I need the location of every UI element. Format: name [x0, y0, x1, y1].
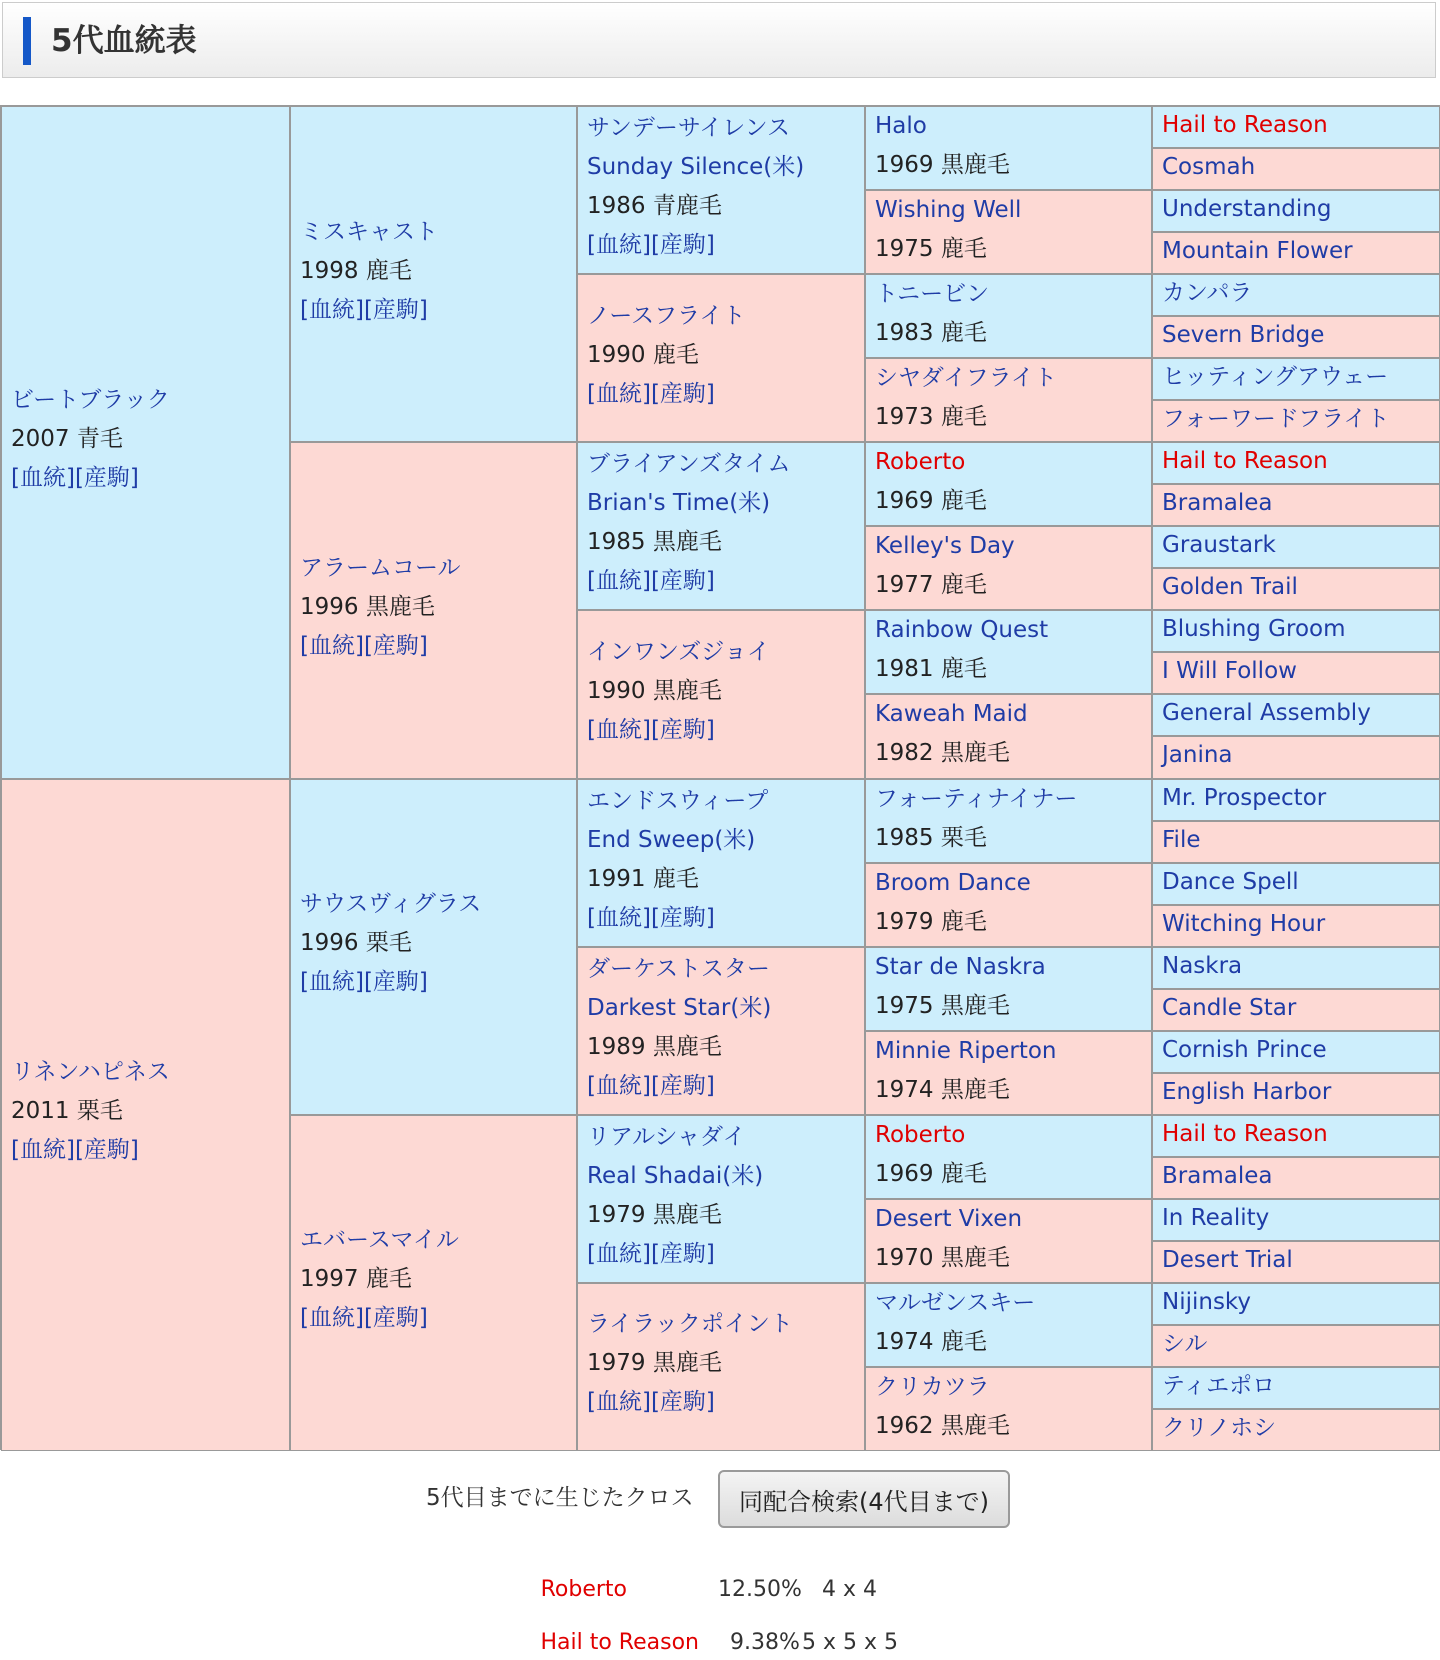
pedigree-links [300, 291, 572, 330]
pedigree-cell-gen3 [577, 1283, 865, 1451]
horse-year-color: 1974 黒鹿毛 [875, 1076, 1010, 1103]
offspring-link[interactable]: [産駒] [650, 380, 715, 407]
horse-name-link[interactable]: カンパラ [1162, 280, 1253, 307]
blood-link[interactable]: [血統] [11, 1137, 75, 1164]
horse-name-link[interactable]: In Reality [1162, 1204, 1270, 1231]
pedigree-cell-gen3 [577, 274, 865, 442]
horse-info [875, 107, 1147, 185]
horse-name-link[interactable]: File [1162, 826, 1201, 853]
horse-name-link[interactable]: サウスヴィグラス [300, 891, 482, 918]
pedigree-cell-gen5 [1152, 316, 1440, 358]
pedigree-table [0, 105, 1440, 1450]
pedigree-cell-gen5 [1152, 568, 1440, 610]
pedigree-cell-gen5 [1152, 358, 1440, 400]
horse-info [875, 1200, 1147, 1278]
horse-name-link[interactable]: Roberto [875, 1121, 966, 1148]
horse-name-link[interactable]: アラームコール [300, 554, 461, 581]
pedigree-cell-gen3 [577, 610, 865, 778]
horse-name-link[interactable]: Cosmah [1162, 154, 1256, 181]
horse-name-link[interactable]: シヤダイフライト [875, 365, 1057, 392]
pedigree-links [587, 1235, 860, 1274]
horse-name-link[interactable]: Broom Dance [875, 869, 1031, 896]
horse-name-link[interactable]: ミスキャスト [300, 218, 438, 245]
offspring-link[interactable]: [産駒] [363, 969, 428, 996]
horse-year-color: 2007 青毛 [11, 425, 123, 452]
horse-info [587, 950, 860, 1106]
horse-name-link[interactable]: Understanding [1162, 196, 1332, 223]
horse-info [587, 782, 860, 938]
pedigree-cell-gen4 [865, 610, 1152, 694]
horse-name-link[interactable]: ビートブラック [11, 386, 170, 413]
horse-year-color: 1996 栗毛 [300, 930, 412, 957]
pedigree-cell-gen4 [865, 1283, 1152, 1367]
pedigree-cell-gen4 [865, 1367, 1152, 1451]
horse-year-color: 1996 黒鹿毛 [300, 593, 435, 620]
pedigree-cell-gen4 [865, 1031, 1152, 1115]
cross-horse-link[interactable]: Roberto [540, 1577, 627, 1602]
pedigree-cell-gen5 [1152, 442, 1440, 484]
horse-year-color: 1970 黒鹿毛 [875, 1244, 1010, 1271]
horse-name-link[interactable]: Mr. Prospector [1162, 784, 1327, 811]
horse-info [875, 1116, 1147, 1194]
pedigree-cell-gen5 [1152, 148, 1440, 190]
horse-info [300, 213, 572, 330]
horse-name-link[interactable]: Desert Vixen [875, 1205, 1023, 1232]
horse-info [300, 885, 572, 1002]
cross-pattern: 4 x 4 [822, 1577, 877, 1602]
horse-year-color: 1991 鹿毛 [587, 865, 699, 892]
blood-link[interactable]: [血統] [300, 632, 364, 659]
horse-name-link[interactable]: Kaweah Maid [875, 701, 1028, 728]
horse-year-color: 1973 鹿毛 [875, 404, 987, 431]
horse-name-link[interactable]: マルゼンスキー [875, 1289, 1036, 1316]
pedigree-links [300, 1299, 572, 1338]
pedigree-links [587, 711, 860, 750]
pedigree-cell-gen4 [865, 190, 1152, 274]
pedigree-cell-gen4 [865, 442, 1152, 526]
horse-year-color: 1998 鹿毛 [300, 257, 412, 284]
section-header [2, 2, 1436, 78]
cross-horse-link[interactable]: Hail to Reason [540, 1630, 699, 1655]
horse-info [875, 443, 1147, 521]
pedigree-cell-gen1 [1, 779, 290, 1452]
horse-year-color: 1969 黒鹿毛 [875, 152, 1010, 178]
horse-info [587, 633, 860, 750]
pedigree-links [11, 459, 285, 498]
horse-info [875, 1032, 1147, 1110]
crosses-label: 5代目までに生じたクロス [426, 1485, 694, 1511]
horse-info [587, 109, 860, 265]
horse-name-link[interactable]: Bramalea [1162, 1162, 1273, 1189]
pedigree-links [587, 899, 860, 938]
horse-info [300, 549, 572, 666]
pedigree-cell-gen4 [865, 694, 1152, 778]
horse-name-link[interactable]: Dance Spell [1162, 868, 1299, 895]
cross-percent: 9.38% [730, 1630, 800, 1655]
horse-info [875, 1284, 1147, 1362]
horse-name-link[interactable]: リネンハピネス [11, 1059, 170, 1086]
offspring-link[interactable]: [産駒] [650, 716, 715, 743]
horse-name-link[interactable]: Severn Bridge [1162, 322, 1325, 349]
pedigree-cell-gen5 [1152, 484, 1440, 526]
pedigree-cell-gen5 [1152, 232, 1440, 274]
horse-name-link[interactable]: Desert Trial [1162, 1246, 1293, 1273]
pedigree-cell-gen5 [1152, 905, 1440, 947]
horse-name-link[interactable]: Hail to Reason [1162, 112, 1328, 139]
header-accent-bar [23, 17, 31, 65]
horse-info [875, 864, 1147, 942]
blood-link[interactable]: [血統] [587, 716, 651, 743]
horse-year-color: 1975 鹿毛 [875, 236, 987, 263]
horse-name-link[interactable]: フォーティナイナー [875, 785, 1078, 812]
pedigree-links [587, 562, 860, 601]
horse-year-color: 1975 黒鹿毛 [875, 992, 1010, 1019]
pedigree-cell-gen4 [865, 358, 1152, 442]
offspring-link[interactable]: [産駒] [650, 1389, 715, 1416]
horse-year-color: 1977 鹿毛 [875, 572, 987, 599]
pedigree-cell-gen2 [290, 442, 577, 778]
horse-name-link[interactable]: Cornish Prince [1162, 1036, 1327, 1063]
pedigree-cell-gen5 [1152, 1073, 1440, 1115]
pedigree-cell-gen5 [1152, 989, 1440, 1031]
pedigree-links [587, 226, 860, 265]
pedigree-cell-gen5 [1152, 526, 1440, 568]
blood-link[interactable]: [血統] [300, 1305, 364, 1332]
horse-year-color: 1990 黒鹿毛 [587, 677, 722, 704]
offspring-link[interactable]: [産駒] [650, 1072, 715, 1099]
horse-name-link[interactable]: ノースフライト [587, 302, 746, 329]
blood-link[interactable]: [血統] [587, 568, 651, 595]
horse-name-link[interactable]: Halo [875, 113, 927, 139]
pedigree-cell-gen5 [1152, 1241, 1440, 1283]
pedigree-cell-gen4 [865, 526, 1152, 610]
horse-name-link[interactable]: Witching Hour [1162, 910, 1326, 937]
horse-info [587, 1118, 860, 1274]
horse-english-name-link[interactable]: Real Shadai(米) [587, 1162, 764, 1189]
offspring-link[interactable]: [産駒] [650, 232, 715, 259]
horse-name-link[interactable]: Hail to Reason [1162, 448, 1328, 475]
offspring-link[interactable]: [産駒] [74, 464, 139, 491]
horse-name-link[interactable]: General Assembly [1162, 700, 1371, 727]
horse-name-link[interactable]: ヒッティングアウェー [1162, 364, 1389, 391]
offspring-link[interactable]: [産駒] [650, 904, 715, 931]
horse-info [587, 297, 860, 414]
pedigree-cell-gen5 [1152, 106, 1440, 148]
horse-english-name-link[interactable]: Brian's Time(米) [587, 490, 771, 517]
horse-name-link[interactable]: Candle Star [1162, 994, 1297, 1021]
pedigree-cell-gen2 [290, 106, 577, 442]
horse-name-link[interactable]: Mountain Flower [1162, 238, 1353, 265]
page-title: 5代血統表 [51, 23, 197, 59]
blood-link[interactable]: [血統] [11, 464, 75, 491]
pedigree-cell-gen5 [1152, 400, 1440, 442]
same-cross-search-button[interactable]: 同配合検索(4代目まで) [718, 1470, 1010, 1528]
horse-year-color: 1979 黒鹿毛 [587, 1350, 722, 1377]
horse-year-color: 2011 栗毛 [11, 1098, 123, 1125]
blood-link[interactable]: [血統] [300, 969, 364, 996]
pedigree-cell-gen5 [1152, 863, 1440, 905]
horse-year-color: 1997 鹿毛 [300, 1266, 412, 1293]
offspring-link[interactable]: [産駒] [363, 632, 428, 659]
pedigree-cell-gen5 [1152, 652, 1440, 694]
blood-link[interactable]: [血統] [587, 1389, 651, 1416]
horse-name-link[interactable]: トニービン [875, 281, 990, 308]
horse-name-link[interactable]: Wishing Well [875, 197, 1022, 224]
horse-english-name-link[interactable]: End Sweep(米) [587, 826, 756, 853]
horse-english-name-link[interactable]: Sunday Silence(米) [587, 154, 805, 181]
horse-name-link[interactable]: Graustark [1162, 532, 1276, 559]
pedigree-cell-gen5 [1152, 1115, 1440, 1157]
horse-name-link[interactable]: リアルシャダイ [587, 1123, 746, 1150]
pedigree-cell-gen4 [865, 863, 1152, 947]
pedigree-links [587, 1067, 860, 1106]
horse-name-link[interactable]: ライラックポイント [587, 1311, 793, 1338]
horse-name-link[interactable]: クリノホシ [1162, 1414, 1277, 1441]
pedigree-cell-gen4 [865, 779, 1152, 863]
horse-name-link[interactable]: I Will Follow [1162, 658, 1297, 685]
horse-year-color: 1989 黒鹿毛 [587, 1033, 722, 1060]
horse-name-link[interactable]: Janina [1162, 742, 1233, 769]
pedigree-links [587, 375, 860, 414]
horse-info [875, 780, 1147, 858]
pedigree-links [300, 963, 572, 1002]
offspring-link[interactable]: [産駒] [363, 1305, 428, 1332]
horse-name-link[interactable]: Rainbow Quest [875, 617, 1049, 644]
blood-link[interactable]: [血統] [587, 380, 651, 407]
pedigree-cell-gen4 [865, 947, 1152, 1031]
pedigree-cell-gen5 [1152, 1409, 1440, 1451]
horse-name-link[interactable]: エバースマイル [300, 1227, 459, 1254]
offspring-link[interactable]: [産駒] [363, 296, 428, 323]
pedigree-cell-gen5 [1152, 190, 1440, 232]
pedigree-cell-gen5 [1152, 1031, 1440, 1073]
horse-year-color: 1985 栗毛 [875, 824, 987, 851]
horse-info [875, 1368, 1147, 1446]
horse-year-color: 1982 黒鹿毛 [875, 740, 1010, 767]
horse-year-color: 1983 鹿毛 [875, 320, 987, 347]
pedigree-cell-gen5 [1152, 1157, 1440, 1199]
cross-percent: 12.50% [718, 1577, 802, 1602]
horse-name-link[interactable]: シル [1162, 1330, 1208, 1357]
horse-english-name-link[interactable]: Darkest Star(米) [587, 994, 772, 1021]
cross-pattern: 5 x 5 x 5 [802, 1630, 899, 1655]
pedigree-links [300, 627, 572, 666]
pedigree-cell-gen4 [865, 274, 1152, 358]
horse-name-link[interactable]: Nijinsky [1162, 1288, 1252, 1315]
horse-info [875, 191, 1147, 269]
horse-name-link[interactable]: Minnie Riperton [875, 1037, 1057, 1064]
horse-year-color: 1974 鹿毛 [875, 1328, 987, 1355]
horse-year-color: 1969 鹿毛 [875, 488, 987, 515]
pedigree-cell-gen2 [290, 779, 577, 1115]
horse-name-link[interactable]: Bramalea [1162, 490, 1273, 517]
horse-name-link[interactable]: Naskra [1162, 952, 1243, 979]
horse-name-link[interactable]: サンデーサイレンス [587, 115, 790, 142]
horse-info [875, 695, 1147, 773]
horse-name-link[interactable]: Kelley's Day [875, 533, 1015, 560]
blood-link[interactable]: [血統] [587, 1072, 651, 1099]
horse-name-link[interactable]: English Harbor [1162, 1078, 1332, 1105]
horse-name-link[interactable]: Hail to Reason [1162, 1120, 1328, 1147]
horse-year-color: 1985 黒鹿毛 [587, 529, 722, 556]
pedigree-links [11, 1131, 285, 1170]
horse-name-link[interactable]: Roberto [875, 449, 966, 476]
horse-name-link[interactable]: ティエポロ [1162, 1372, 1276, 1399]
horse-year-color: 1986 青鹿毛 [587, 193, 722, 220]
horse-info [300, 1221, 572, 1338]
pedigree-cell-gen5 [1152, 610, 1440, 652]
horse-name-link[interactable]: インワンズジョイ [587, 638, 770, 665]
horse-info [11, 1053, 285, 1170]
horse-year-color: 1962 黒鹿毛 [875, 1412, 1010, 1439]
horse-info [875, 948, 1147, 1026]
offspring-link[interactable]: [産駒] [650, 568, 715, 595]
horse-info [875, 275, 1147, 353]
blood-link[interactable]: [血統] [587, 904, 651, 931]
horse-year-color: 1979 黒鹿毛 [587, 1201, 722, 1228]
pedigree-cell-gen5 [1152, 1367, 1440, 1409]
pedigree-cell-gen5 [1152, 821, 1440, 863]
offspring-link[interactable]: [産駒] [74, 1137, 139, 1164]
blood-link[interactable]: [血統] [587, 232, 651, 259]
blood-link[interactable]: [血統] [300, 296, 364, 323]
pedigree-cell-gen3 [577, 947, 865, 1115]
horse-info [875, 611, 1147, 689]
horse-name-link[interactable]: フォーワードフライト [1162, 406, 1390, 433]
pedigree-cell-gen5 [1152, 947, 1440, 989]
horse-year-color: 1979 鹿毛 [875, 908, 987, 935]
horse-info [587, 1305, 860, 1422]
pedigree-cell-gen4 [865, 1115, 1152, 1199]
pedigree-cell-gen2 [290, 1115, 577, 1451]
horse-name-link[interactable]: ダーケストスター [587, 955, 770, 982]
pedigree-cell-gen1 [1, 106, 290, 779]
offspring-link[interactable]: [産駒] [650, 1240, 715, 1267]
pedigree-cell-gen3 [577, 106, 865, 274]
horse-name-link[interactable]: クリカツラ [875, 1373, 990, 1400]
pedigree-cell-gen3 [577, 779, 865, 947]
pedigree-cell-gen5 [1152, 736, 1440, 778]
pedigree-cell-gen5 [1152, 779, 1440, 821]
horse-info [11, 381, 285, 498]
horse-info [875, 527, 1147, 605]
horse-info [875, 359, 1147, 437]
pedigree-cell-gen5 [1152, 1199, 1440, 1241]
horse-info [587, 445, 860, 601]
pedigree-cell-gen4 [865, 106, 1152, 190]
horse-name-link[interactable]: ブライアンズタイム [587, 451, 791, 478]
pedigree-cell-gen5 [1152, 274, 1440, 316]
pedigree-cell-gen3 [577, 1115, 865, 1283]
horse-year-color: 1981 鹿毛 [875, 656, 987, 683]
pedigree-cell-gen5 [1152, 694, 1440, 736]
blood-link[interactable]: [血統] [587, 1240, 651, 1267]
horse-name-link[interactable]: Star de Naskra [875, 953, 1046, 980]
horse-name-link[interactable]: エンドスウィープ [587, 787, 769, 814]
horse-name-link[interactable]: Blushing Groom [1162, 616, 1346, 643]
horse-year-color: 1969 鹿毛 [875, 1160, 987, 1187]
pedigree-cell-gen4 [865, 1199, 1152, 1283]
pedigree-links [587, 1383, 860, 1422]
horse-name-link[interactable]: Golden Trail [1162, 574, 1298, 601]
pedigree-cell-gen5 [1152, 1283, 1440, 1325]
horse-year-color: 1990 鹿毛 [587, 341, 699, 368]
pedigree-cell-gen5 [1152, 1325, 1440, 1367]
pedigree-cell-gen3 [577, 442, 865, 610]
